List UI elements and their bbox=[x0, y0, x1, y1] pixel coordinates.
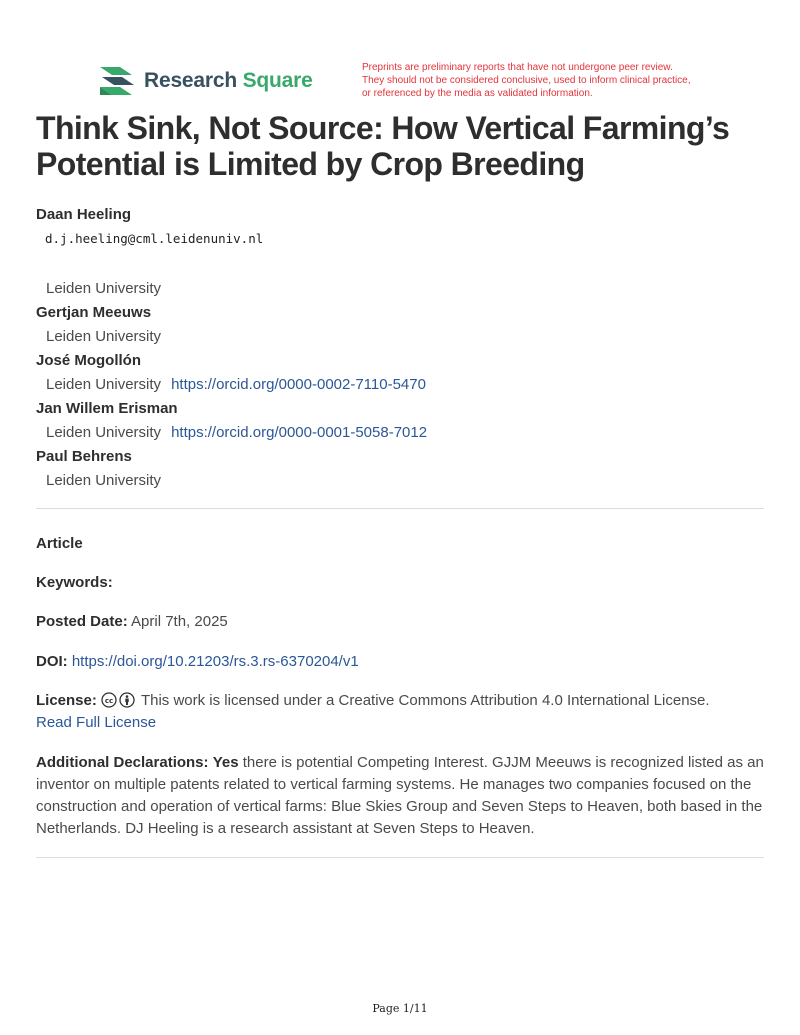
author-name: José Mogollón bbox=[36, 352, 141, 369]
author-affiliation-row bbox=[36, 373, 764, 397]
orcid-link[interactable]: https://orcid.org/0000-0002-7110-5470 bbox=[171, 376, 426, 393]
author-affiliation: Leiden University bbox=[46, 328, 162, 345]
author-name: Daan Heeling bbox=[36, 206, 132, 223]
read-full-license-link[interactable]: Read Full License bbox=[36, 714, 157, 731]
doi-row bbox=[36, 651, 764, 673]
research-square-logo-icon bbox=[98, 65, 136, 97]
keywords-label: Keywords: bbox=[36, 574, 113, 591]
keywords-row bbox=[36, 572, 764, 594]
declarations-yes: Yes bbox=[212, 754, 239, 771]
author-affiliation: Leiden University bbox=[46, 376, 162, 393]
author-entry bbox=[36, 349, 764, 397]
posted-date-value: April 7th, 2025 bbox=[131, 613, 228, 630]
license-row bbox=[36, 690, 764, 734]
doi-link[interactable]: https://doi.org/10.21203/rs.3.rs-6370204/v1 bbox=[71, 653, 359, 670]
author-name: Paul Behrens bbox=[36, 448, 132, 465]
additional-declarations bbox=[36, 752, 764, 840]
research-square-logo[interactable] bbox=[98, 64, 313, 98]
author-affiliation: Leiden University bbox=[46, 280, 162, 297]
posted-date-row bbox=[36, 611, 764, 633]
author-list bbox=[36, 203, 764, 493]
declarations-label: Additional Declarations: bbox=[36, 754, 209, 771]
author-entry bbox=[36, 397, 764, 445]
paper-title bbox=[36, 110, 764, 182]
license-label: License: bbox=[36, 692, 97, 709]
page-number: Page 1/11 bbox=[372, 1002, 428, 1015]
svg-text:cc: cc bbox=[104, 697, 114, 705]
author-name: Jan Willem Erisman bbox=[36, 400, 178, 417]
license-text: This work is licensed under a Creative Commons Attribution 4.0 International License. bbox=[140, 692, 710, 709]
logo-word-square: Square bbox=[242, 69, 313, 92]
author-affiliation-row bbox=[36, 421, 764, 445]
author-name: Gertjan Meeuws bbox=[36, 304, 152, 321]
disclaimer-line: Preprints are preliminary reports that have not undergone peer review. bbox=[362, 62, 673, 73]
author-entry bbox=[36, 301, 764, 349]
logo-wordmark bbox=[144, 69, 313, 93]
article-type: Article bbox=[36, 535, 83, 552]
logo-word-research: Research bbox=[144, 69, 237, 92]
disclaimer-line: or referenced by the media as validated information. bbox=[362, 88, 593, 99]
orcid-link[interactable]: https://orcid.org/0000-0001-5058-7012 bbox=[171, 424, 428, 441]
preprint-disclaimer bbox=[362, 61, 762, 100]
doi-label: DOI: bbox=[36, 653, 68, 670]
author-entry bbox=[36, 203, 764, 301]
disclaimer-line: They should not be considered conclusive, used to inform clinical practice, bbox=[362, 75, 691, 86]
section-divider bbox=[36, 508, 764, 509]
title-line: Think Sink, Not Source: How Vertical Farming’s bbox=[36, 110, 730, 146]
section-divider bbox=[36, 857, 764, 858]
author-affiliation: Leiden University bbox=[46, 424, 162, 441]
posted-date-label: Posted Date: bbox=[36, 613, 128, 630]
author-affiliation: Leiden University bbox=[46, 472, 162, 489]
page-header bbox=[0, 0, 800, 104]
cc-icon bbox=[101, 692, 117, 708]
declarations-text: there is potential Competing Interest. GJJM Meeuws is recognized listed as an inventor on multiple patents related to vertical farming systems. He manages two companies focused on the construction and operation of vertical farms: Blue Skies Group and Seven Steps to Heaven, both based in the Netherlands. DJ Heeling is a research assistant at Seven Steps to Heaven. bbox=[36, 754, 764, 837]
title-line: Potential is Limited by Crop Breeding bbox=[36, 146, 585, 182]
author-entry bbox=[36, 445, 764, 493]
by-attribution-icon bbox=[119, 692, 135, 708]
author-email[interactable]: d.j.heeling@cml.leidenuniv.nl bbox=[45, 231, 264, 246]
